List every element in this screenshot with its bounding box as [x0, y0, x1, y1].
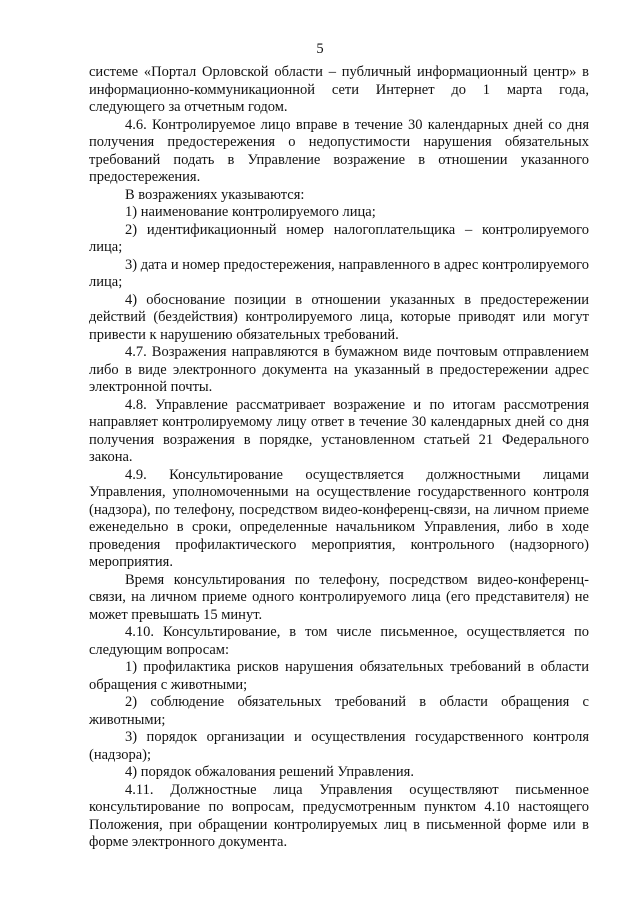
list-item-4-10-4: 4) порядок обжалования решений Управления.	[125, 764, 414, 780]
document-body	[89, 64, 589, 852]
list-item-2: 2) идентификационный номер налогоплательщика – контролируемого лица;	[89, 221, 589, 255]
list-item-4: 4) обоснование позиции в отношении указанных в предостережении действий (бездействия) контролируемого лица, которые приводят или могут привести к нарушению обязательных требований.	[89, 291, 589, 343]
paragraph-4-8: 4.8. Управление рассматривает возражение и по итогам рассмотрения направляет контролируемому лицу ответ в течение 30 календарных дней со дня получения возражения в порядке, установленном статьей 21 Федерального закона.	[89, 396, 589, 465]
list-item-1: 1) наименование контролируемого лица;	[125, 204, 376, 220]
list-item-4-10-2: 2) соблюдение обязательных требований в области обращения с животными;	[89, 694, 589, 728]
paragraph-4-6: 4.6. Контролируемое лицо вправе в течение 30 календарных дней со дня получения предостережения о недопустимости нарушения обязательных требований подать в Управление возражение в отношении указанного предостережения.	[89, 116, 589, 185]
list-item-4-10-1: 1) профилактика рисков нарушения обязательных требований в области обращения с животными;	[89, 659, 589, 693]
paragraph-consultation-time: Время консультирования по телефону, посредством видео-конференц-связи, на личном приеме одного контролируемого лица (его представителя) не может превышать 15 минут.	[89, 571, 589, 623]
paragraph-4-7: 4.7. Возражения направляются в бумажном виде почтовым отправлением либо в виде электронного документа на указанный в предостережении адрес электронной почты.	[89, 344, 589, 395]
page-number: 5	[316, 41, 324, 57]
list-item-4-10-3: 3) порядок организации и осуществления государственного контроля (надзора);	[89, 729, 589, 763]
paragraph-4-10: 4.10. Консультирование, в том числе письменное, осуществляется по следующим вопросам:	[89, 624, 589, 658]
paragraph-4-9: 4.9. Консультирование осуществляется должностными лицами Управления, уполномоченными на осуществление государственного контроля (надзора), по телефону, посредством видео-конференц-связи, на личном приеме еженедельно в сроки, определенные начальником Управления, либо в ходе проведения профилактического мероприятия, контрольного (надзорного) мероприятия.	[89, 466, 589, 570]
paragraph-portal-continuation: системе «Портал Орловской области – публичный информационный центр» в информационно-коммуникационной сети Интернет до 1 марта года, следующего за отчетным годом.	[89, 64, 589, 115]
paragraph-objections-intro: В возражениях указываются:	[125, 186, 305, 203]
paragraph-4-11: 4.11. Должностные лица Управления осуществляют письменное консультирование по вопросам, предусмотренным пунктом 4.10 настоящего Положения, при обращении контролируемых лиц в письменной форме или в форме электронного документа.	[89, 781, 589, 850]
list-item-3: 3) дата и номер предостережения, направленного в адрес контролируемого лица;	[89, 256, 589, 290]
